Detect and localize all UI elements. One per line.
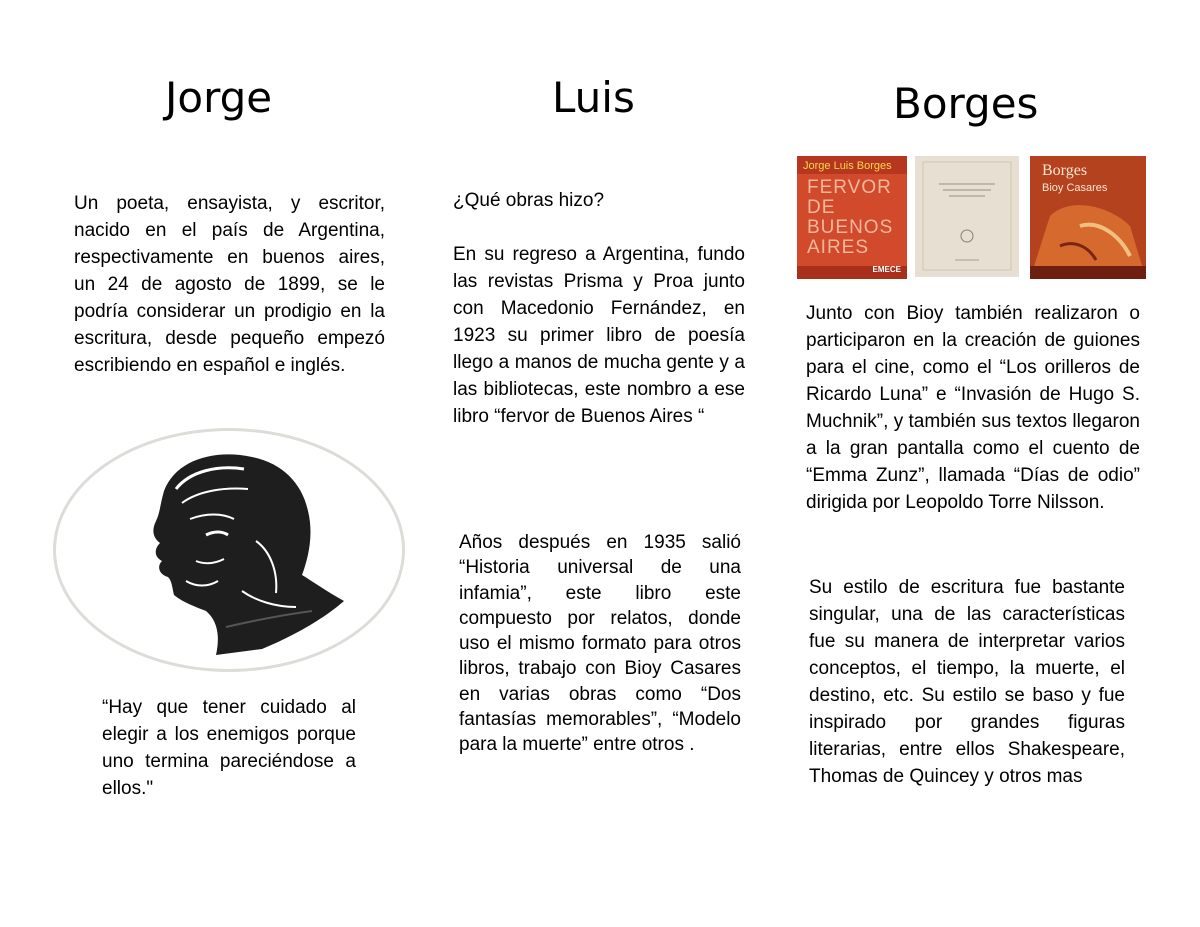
works-text: En su regreso a Argentina, fundo las revistas Prisma y Proa junto con Macedonio Fernández, en 1923 su primer libro de poesía llego a manos de mucha gente y a las bibliotecas, este nombro a ese libro “fervor de Buenos Aires “ xyxy=(453,244,745,427)
cover-publisher: EMECE xyxy=(872,265,901,274)
cover-author-borges: Borges xyxy=(1042,162,1088,179)
biography-text: Un poeta, ensayista, y escritor, nacido en el país de Argentina, respectivamente en buenos aires, un 24 de agosto de 1899, se le podría considerar un prodigio en la escritura, desde pequeño empezó escribiendo en español e inglés. xyxy=(74,193,385,376)
works-question: ¿Qué obras hizo? xyxy=(453,190,605,211)
later-works-text: Años después en 1935 salió “Historia universal de una infamia”, este libro este compuesto por relatos, donde uso el mismo formato para otros libros, trabajo con Bioy Casares en varias obras como “Dos fantasías memorables”, “Modelo para la muerte” entre otros . xyxy=(459,532,741,756)
title-first-name: Jorge xyxy=(165,73,273,122)
title-middle-name: Luis xyxy=(552,73,635,122)
cover-title: FERVOR DE BUENOS AIRES xyxy=(807,177,894,258)
cover-author: Jorge Luis Borges xyxy=(803,160,892,172)
quote-text: “Hay que tener cuidado al elegir a los enemigos porque uno termina pareciéndose a ellos." xyxy=(102,697,356,799)
book-cover-bioy xyxy=(1030,156,1146,279)
portrait-frame xyxy=(53,428,405,672)
book-cover-modelo xyxy=(915,156,1019,277)
book-cover-fervor xyxy=(797,156,907,279)
cover-coauthor: Bioy Casares xyxy=(1042,182,1108,194)
borges-portrait-image xyxy=(56,431,402,669)
cinema-text: Junto con Bioy también realizaron o participaron en la creación de guiones para el cine, como el “Los orilleros de Ricardo Luna” e “Invasión de Hugo S. Muchnik”, y también sus textos llegaron a la gran pantalla como el cuento de “Emma Zunz”, llamada “Días de odio” dirigida por Leopoldo Torre Nilsson. xyxy=(806,303,1140,513)
style-text: Su estilo de escritura fue bastante singular, una de las características fue su manera de interpretar varios conceptos, el tiempo, la muerte, el destino, etc. Su estilo se baso y fue inspirado por grandes figuras literarias, entre ellos Shakespeare, Thomas de Quincey y otros mas xyxy=(809,577,1125,787)
title-last-name: Borges xyxy=(893,79,1039,128)
